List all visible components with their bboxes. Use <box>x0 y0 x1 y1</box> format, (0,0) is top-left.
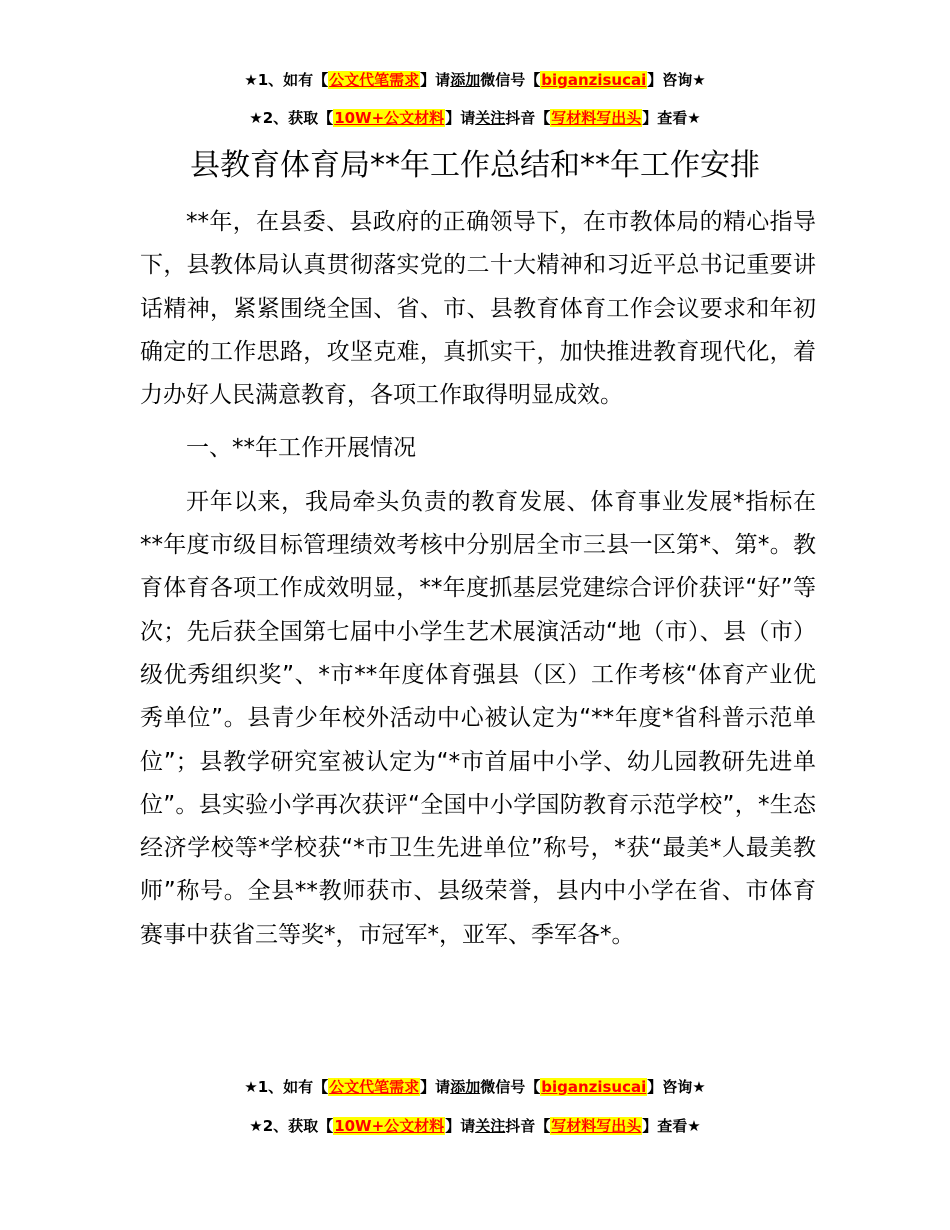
underlined-follow: 关注 <box>475 109 506 127</box>
promo-text: 】请 <box>420 1078 451 1096</box>
highlight-douyin-id: 写材料写出头 <box>551 109 642 127</box>
promo-text: 】请 <box>445 109 476 127</box>
promo-prefix: ★1、如有【 <box>244 1078 329 1096</box>
promo-text: 微信号【 <box>480 71 541 89</box>
highlight-materials: 10W+公文材料 <box>334 1117 445 1135</box>
highlight-wechat-id: biganzisucai <box>541 1078 647 1096</box>
promo-text: 微信号【 <box>480 1078 541 1096</box>
promo-prefix: ★2、获取【 <box>249 109 334 127</box>
promo-suffix: 】查看★ <box>642 109 701 127</box>
underlined-add: 添加 <box>450 71 481 89</box>
promo-text: 】请 <box>420 71 451 89</box>
highlight-wechat-id: biganzisucai <box>541 71 647 89</box>
promo-suffix: 】查看★ <box>642 1117 701 1135</box>
promo-text: 抖音【 <box>505 1117 551 1135</box>
promo-line-douyin-bottom <box>0 1114 950 1138</box>
intro-paragraph: **年，在县委、县政府的正确领导下，在市教体局的精心指导下，县教体局认真贯彻落实党的二十大精神和习近平总书记重要讲话精神，紧紧围绕全国、省、市、县教育体育工作会议要求和年初确定的工作思路，攻坚克难，真抓实干，加快推进教育现代化，着力办好人民满意教育，各项工作取得明显成效。 <box>140 209 816 409</box>
promo-prefix: ★1、如有【 <box>244 71 329 89</box>
promo-suffix: 】咨询★ <box>647 71 706 89</box>
underlined-follow: 关注 <box>475 1117 506 1135</box>
promo-line-douyin <box>0 106 950 130</box>
promo-suffix: 】咨询★ <box>647 1078 706 1096</box>
highlight-materials: 10W+公文材料 <box>334 109 445 127</box>
highlight-ghostwriting: 公文代笔需求 <box>329 1078 420 1096</box>
promo-text: 抖音【 <box>505 109 551 127</box>
underlined-add: 添加 <box>450 1078 481 1096</box>
promo-line-wechat <box>0 68 950 92</box>
promo-prefix: ★2、获取【 <box>249 1117 334 1135</box>
highlight-ghostwriting: 公文代笔需求 <box>329 71 420 89</box>
achievements-paragraph: 开年以来，我局牵头负责的教育发展、体育事业发展*指标在**年度市级目标管理绩效考核中分别居全市三县一区第*、第*。教育体育各项工作成效明显，**年度抓基层党建综合评价获评“好”等次；先后获全国第七届中小学生艺术展演活动“地（市）、县（市）级优秀组织奖”、*市**年度体育强县（区）工作考核“体育产业优秀单位”。县青少年校外活动中心被认定为“**年度*省科普示范单位”；县教学研究室被认定为“*市首届中小学、幼儿园教研先进单位”。县实验小学再次获评“全国中小学国防教育示范学校”，*生态经济学校等*学校获“*市卫生先进单位”称号，*获“最美*人最美教师”称号。全县**教师获市、县级荣誉，县内中小学在省、市体育赛事中获省三等奖*，市冠军*，亚军、季军各*。 <box>140 488 816 948</box>
highlight-douyin-id: 写材料写出头 <box>551 1117 642 1135</box>
document-title: 县教育体育局**年工作总结和**年工作安排 <box>190 148 760 183</box>
document-body <box>140 201 816 957</box>
section-heading: 一、**年工作开展情况 <box>186 435 416 462</box>
promo-line-wechat-bottom <box>0 1075 950 1099</box>
promo-text: 】请 <box>445 1117 476 1135</box>
